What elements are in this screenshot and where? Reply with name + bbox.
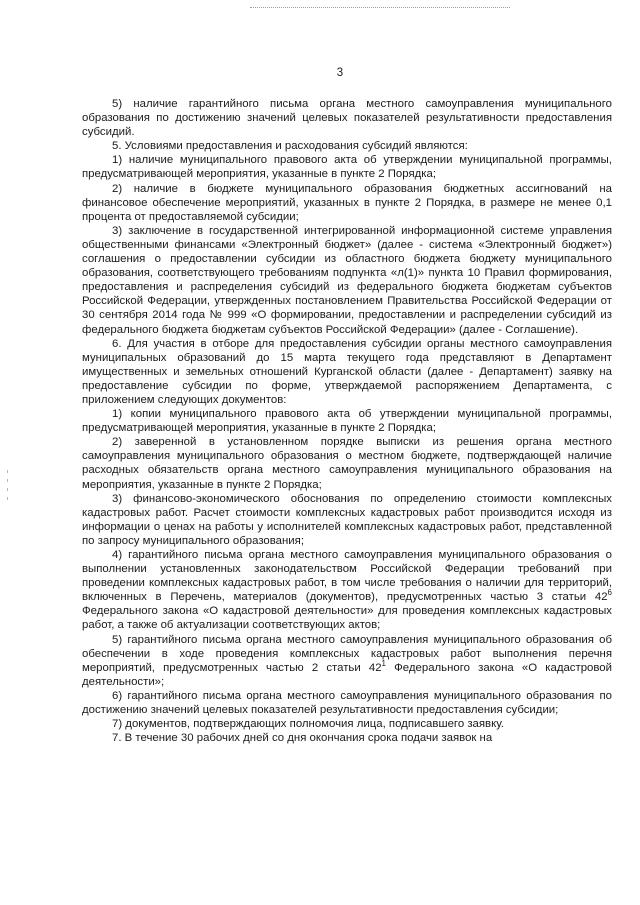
paragraph: 3) заключение в государственной интегрированной информационной системе управления общественными финансами «Электронный бюджет» (далее - система «Электронный бюджет») соглашения о предоставлении субсидии из областного бюджета бюджету муниципального образования, соответствующего требованиям подпункта «л(1)» пункта 10 Правил формирования, предоставления и распределения субсидий из федерального бюджета бюджетам субъектов Российской Федерации, утвержденных постановлением Правительства Российской Федерации от 30 сентября 2014 года № 999 «О формировании, предоставлении и распределении субсидий из федерального бюджета бюджетам субъектов Российской Федерации» (далее - Соглашение).	[82, 224, 612, 336]
paragraph: 7. В течение 30 рабочих дней со дня окончания срока подачи заявок на	[112, 732, 493, 745]
document-body	[82, 97, 612, 745]
article-superscript: 1	[381, 658, 386, 668]
scan-top-marks	[250, 7, 510, 10]
paragraph: 6) гарантийного письма органа местного самоуправления муниципального образования по достижению значений целевых показателей результативности предоставления субсидии;	[82, 689, 612, 717]
paragraph: 2) заверенной в установленном порядке выписки из решения органа местного самоуправления муниципального образования о местном бюджете, подтверждающей наличие расходных обязательств органа местного самоуправления муниципального образования на мероприятия, указанные в пункте 2 Порядка;	[82, 436, 612, 491]
page-number: 3	[336, 67, 344, 79]
paragraph-text: Федерального закона «О кадастровой деятельности»;	[82, 661, 612, 688]
paragraph: 7) документов, подтверждающих полномочия лица, подписавшего заявку.	[112, 718, 504, 731]
paragraph: 3) финансово-экономического обоснования по определению стоимости комплексных кадастровых работ. Расчет стоимости комплексных кадастровых работ производится исходя из информации о ценах на работы у исполнителей комплексных кадастровых работ, представленной по запросу муниципального образования;	[82, 492, 612, 547]
paragraph: 1) копии муниципального правового акта об утверждении муниципальной программы, предусматривающей мероприятия, указанные в пункте 2 Порядка;	[82, 408, 612, 435]
paragraph: 2) наличие в бюджете муниципального образования бюджетных ассигнований на финансовое обеспечение мероприятий, указанных в пункте 2 Порядка, в размере не менее 0,1 процента от предоставляемой субсидии;	[82, 182, 612, 223]
paragraph-text: 5) гарантийного письма органа местного самоуправления муниципального образования об обеспечении в ходе проведения комплексных кадастровых работ выполнения перечня мероприятий, предусмотренных частью 2 статьи 42	[82, 633, 612, 674]
paragraph-text: Федерального закона «О кадастровой деятельности» для проведения комплексных кадастровых работ, а также об актуализации соответствующих актов;	[82, 605, 612, 632]
paragraph-text: 4) гарантийного письма органа местного самоуправления муниципального образования о выполнении установленных законодательством Российской Федерации требований при проведении комплексных кадастровых работ, в том числе требования о наличии для территорий, включенных в Перечень, материалов (документов), предусмотренных частью 3 статьи 42	[82, 549, 612, 604]
paragraph: 5) наличие гарантийного письма органа местного самоуправления муниципального образования по достижению значений целевых показателей результативности предоставления субсидий.	[82, 98, 612, 139]
paragraph	[82, 633, 612, 689]
scan-margin-marks	[7, 470, 11, 510]
paragraph: 5. Условиями предоставления и расходования субсидий являются:	[112, 140, 468, 153]
paragraph	[82, 548, 612, 633]
paragraph: 1) наличие муниципального правового акта об утверждении муниципальной программы, предусматривающей мероприятия, указанные в пункте 2 Порядка;	[82, 154, 612, 181]
article-superscript: 6	[607, 588, 612, 598]
paragraph: 6. Для участия в отборе для предоставления субсидии органы местного самоуправления муниципальных образований до 15 марта текущего года представляют в Департамент имущественных и земельных отношений Курганской области (далее - Департамент) заявку на предоставление субсидии по форме, утверждаемой распоряжением Департамента, с приложением следующих документов:	[82, 337, 612, 406]
